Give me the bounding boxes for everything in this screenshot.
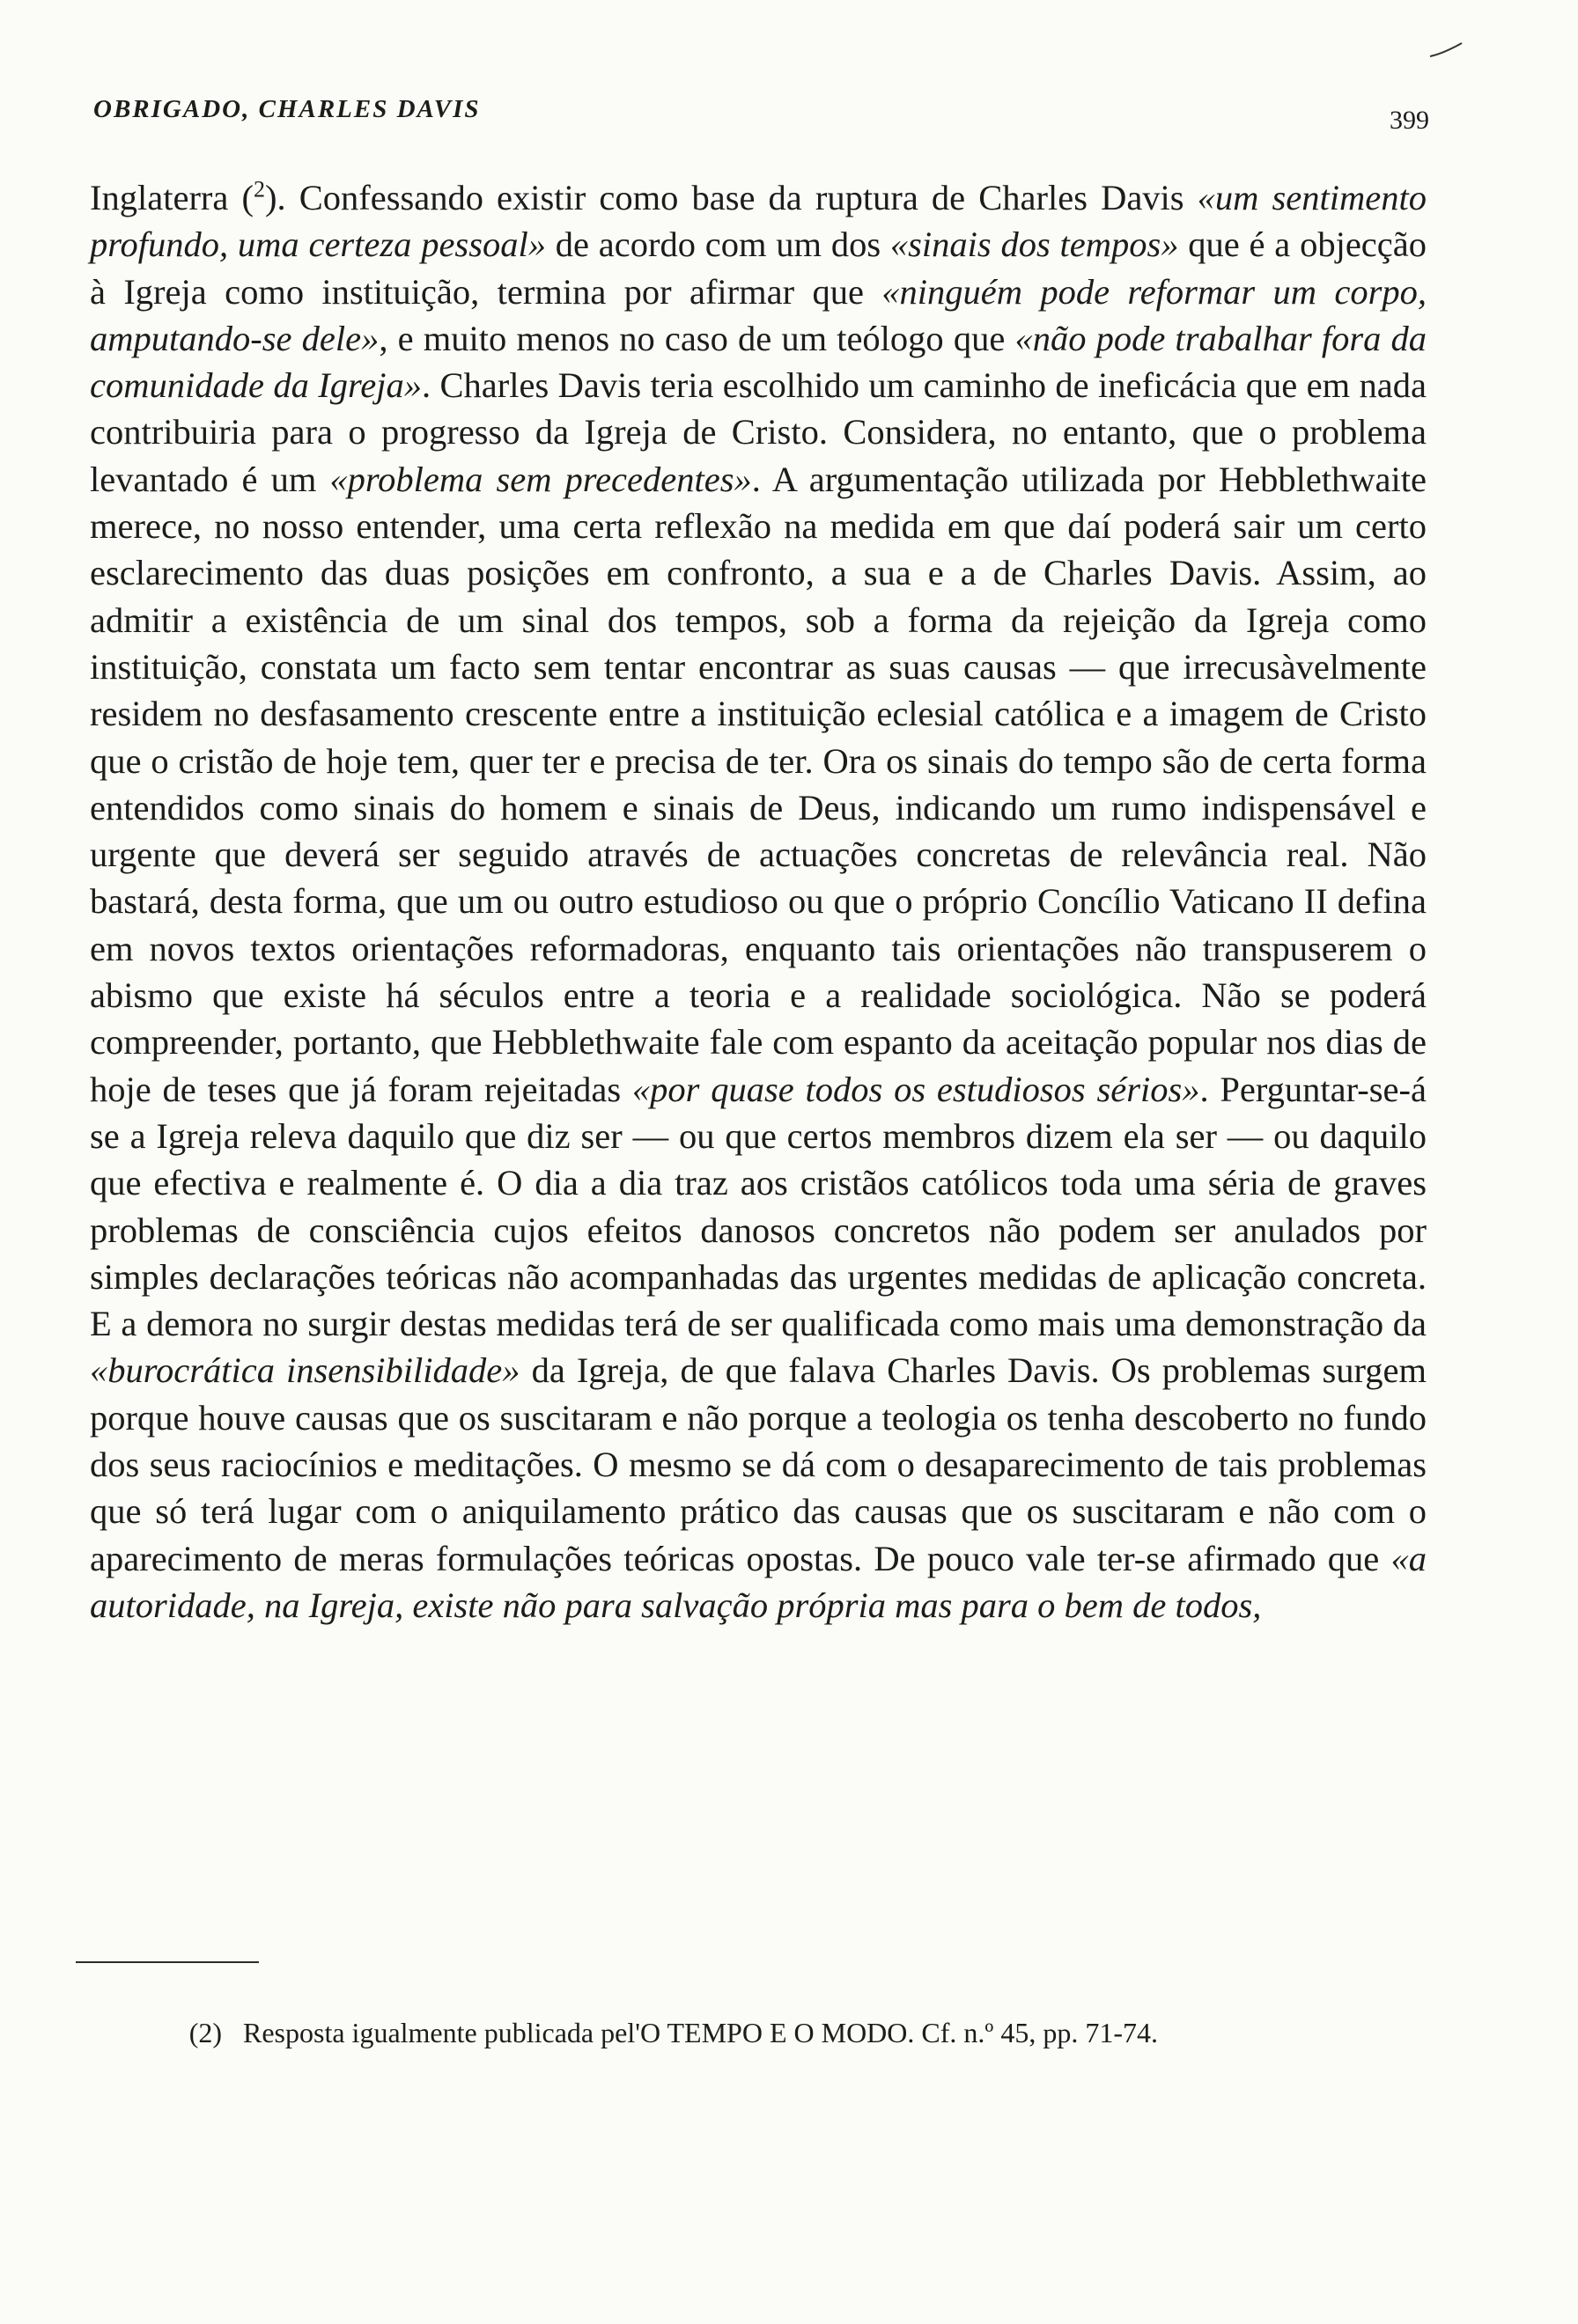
pen-mark	[1428, 40, 1464, 60]
text-run: que é a objecção à Igreja como instituição, termina por afirmar que	[90, 224, 1427, 312]
body-paragraph	[90, 174, 1427, 1629]
italic-quote: «não pode trabalhar fora da comunidade da Igreja»	[90, 318, 1427, 406]
text-run: de acordo com um dos	[545, 224, 890, 265]
footnote-reference: 2	[254, 176, 265, 202]
text-run: ). Confessando existir como base da ruptura de Charles Davis	[265, 178, 1198, 217]
italic-quote: «burocrática insensibilidade»	[90, 1350, 520, 1391]
text-run: Inglaterra (	[90, 178, 254, 217]
text-run: . Perguntar-se-á se a Igreja releva daquilo que diz ser — ou que certos membros dizem ela ser — ou daquilo que efectiva e realmente é. O dia a dia traz aos cristãos católicos toda uma séria de graves problemas de consciência cujos efeitos danosos concretos não podem ser anulados por simples declarações teóricas não acompanhadas das urgentes medidas de aplicação concreta. E a demora no surgir destas medidas terá de ser qualificada como mais uma demonstração da	[90, 1069, 1427, 1344]
italic-quote: «problema sem precedentes»	[329, 459, 752, 499]
running-title: OBRIGADO, CHARLES DAVIS	[93, 95, 481, 123]
text-run: . A argumentação utilizada por Hebblethwaite merece, no nosso entender, uma certa reflexão na medida em que daí poderá sair um certo esclarecimento das duas posições em confronto, a sua e a de Charles Davis. Assim, ao admitir a existência de um sinal dos tempos, sob a forma da rejeição da Igreja como instituição, constata um facto sem tentar encontrar as suas causas — que irrecusàvelmente residem no desfasamento crescente entre a instituição eclesial católica e a imagem de Cristo que o cristão de hoje tem, quer ter e precisa de ter. Ora os sinais do tempo são de certa forma entendidos como sinais do homem e sinais de Deus, indicando um rumo indispensável e urgente que deverá ser seguido através de actuações concretas de relevância real. Não bastará, desta forma, que um ou outro estudioso ou que o próprio Concílio Vaticano II defina em novos textos orientações reformadoras, enquanto tais orientações não transpuserem o abismo que existe há séculos entre a teoria e a realidade sociológica. Não se poderá compreender, portanto, que Hebblethwaite fale com espanto da aceitação popular nos dias de hoje de teses que já foram rejeitadas	[90, 459, 1427, 1109]
text-run: . Charles Davis teria escolhido um caminho de ineficácia que em nada contribuiria para o progresso da Igreja de Cristo. Considera, no entanto, que o problema levantado é um	[90, 365, 1427, 499]
text-run: da Igreja, de que falava Charles Davis. Os problemas surgem porque houve causas que os suscitaram e não porque a teologia os tenha descoberto no fundo dos seus raciocínios e meditações. O mesmo se dá com o desaparecimento de tais problemas que só terá lugar com o aniquilamento prático das causas que os suscitaram e não com o aparecimento de meras formulações teóricas opostas. De pouco vale ter-se afirmado que	[90, 1350, 1427, 1578]
footnote-divider	[76, 1961, 259, 1963]
italic-quote: «sinais dos tempos»	[889, 224, 1179, 265]
body-text	[90, 174, 1427, 1629]
page-number: 399	[1390, 106, 1429, 135]
italic-quote: «por quase todos os estudiosos sérios»	[631, 1069, 1200, 1109]
italic-quote: «um sentimento profundo, uma certeza pessoal»	[90, 178, 1427, 265]
italic-quote: «a autoridade, na Igreja, existe não para salvação própria mas para o bem de todos,	[90, 1538, 1427, 1625]
footnote-number: (2)	[188, 2017, 222, 2048]
text-run: , e muito menos no caso de um teólogo que	[379, 318, 1015, 358]
italic-quote: «ninguém pode reformar um corpo, amputando-se dele»	[90, 271, 1427, 358]
footnote	[90, 2012, 1428, 2054]
footnote-text: Resposta igualmente publicada pel'O TEMPO E O MODO. Cf. n.º 45, pp. 71-74.	[243, 2017, 1158, 2048]
